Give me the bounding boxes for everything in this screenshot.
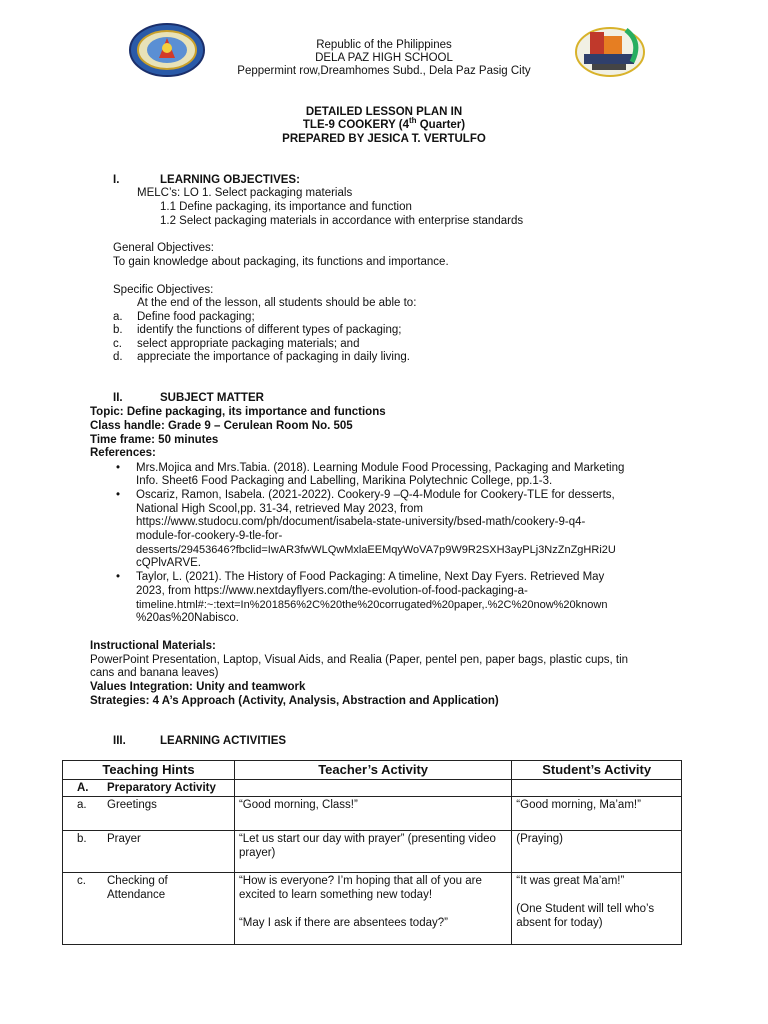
references-label: References:: [90, 447, 156, 459]
section3-heading: LEARNING ACTIVITIES: [160, 735, 287, 747]
title-line1: DETAILED LESSON PLAN IN: [305, 106, 463, 118]
section1-heading: LEARNING OBJECTIVES:: [160, 174, 300, 186]
section1-number: I.: [113, 174, 120, 186]
title-line3: PREPARED BY JESICA T. VERTULFO: [282, 133, 486, 145]
objective-text: select appropriate packaging materials; and: [137, 338, 360, 350]
general-objectives-text: To gain knowledge about packaging, its functions and importance.: [113, 256, 449, 268]
hint-cell: b. Prayer: [63, 831, 235, 873]
title-line2: TLE-9 COOKERY (4th Quarter): [302, 116, 466, 131]
table-header-row: [63, 761, 682, 780]
instructional-materials-line2: cans and banana leaves): [90, 667, 219, 679]
student-cell: “Good morning, Ma’am!”: [512, 797, 682, 831]
melc-line: MELC’s: LO 1. Select packaging materials: [137, 187, 353, 199]
table-row: [63, 873, 682, 945]
instructional-materials-label: Instructional Materials:: [90, 640, 216, 652]
objective-letter: c.: [113, 338, 122, 350]
strategies: Strategies: 4 A’s Approach (Activity, Analysis, Abstraction and Application): [90, 695, 499, 707]
bullet-icon: •: [116, 571, 121, 583]
column-header: Teacher’s Activity: [234, 761, 511, 780]
teacher-cell: “Good morning, Class!”: [234, 797, 511, 831]
student-cell: “It was great Ma’am!” (One Student will tell who’s absent for today): [512, 873, 682, 945]
section3-number: III.: [113, 735, 126, 747]
column-header: Teaching Hints: [63, 761, 235, 780]
student-cell: (Praying): [512, 831, 682, 873]
table-row: [63, 831, 682, 873]
reference-3-line: %20as%20Nabisco.: [136, 612, 239, 624]
bullet-icon: •: [116, 489, 121, 501]
teacher-cell: “Let us start our day with prayer” (presenting video prayer): [234, 831, 511, 873]
general-objectives-label: General Objectives:: [113, 242, 214, 254]
objective-letter: a.: [113, 311, 123, 323]
empty-cell: [234, 780, 511, 797]
reference-1-line: Info. Sheet6 Food Packaging and Labelling, Marikina Polytechnic College, pp.1-3.: [136, 475, 553, 487]
empty-cell: [512, 780, 682, 797]
header-republic: Republic of the Philippines: [316, 39, 452, 51]
reference-2-line: https://www.studocu.com/ph/document/isabela-state-university/bsed-math/cookery-9-q4-: [136, 516, 586, 528]
melc-sub-2: 1.2 Select packaging materials in accordance with enterprise standards: [160, 215, 524, 227]
reference-2-line: cQPlvARVE.: [136, 557, 201, 569]
reference-2-line: Oscariz, Ramon, Isabela. (2021-2022). Cookery-9 –Q-4-Module for Cookery-TLE for desserts,: [136, 489, 615, 501]
bullet-icon: •: [116, 462, 121, 474]
reference-1-line: Mrs.Mojica and Mrs.Tabia. (2018). Learning Module Food Processing, Packaging and Marketing: [136, 462, 625, 474]
reference-3-line: Taylor, L. (2021). The History of Food Packaging: A timeline, Next Day Fyers. Retrieved May: [136, 571, 605, 583]
reference-2-line: desserts/29453646?fbclid=IwAR3fwWLQwMxlaEEMqyWoVA7p9W9R2SXH3ayPLj3NzZnZgHRi2U: [136, 544, 616, 556]
learning-activities-table: [62, 760, 682, 945]
specific-objectives-intro: At the end of the lesson, all students should be able to:: [137, 297, 417, 309]
objective-text: Define food packaging;: [137, 311, 255, 323]
header-address: Peppermint row,Dreamhomes Subd., Dela Paz Pasig City: [237, 65, 531, 77]
objective-text: identify the functions of different types of packaging;: [137, 324, 402, 336]
section2-number: II.: [113, 392, 123, 404]
reference-2-line: National High Scool,pp. 31-34, retrieved May 2023, from: [136, 503, 424, 515]
reference-3-line: timeline.html#:~:text=In%201856%2C%20the%20corrugated%20paper,.%2C%20now%20known: [136, 599, 608, 611]
section2-heading: SUBJECT MATTER: [160, 392, 264, 404]
reference-2-line: module-for-cookery-9-tle-for-: [136, 530, 283, 542]
objective-letter: d.: [113, 351, 123, 363]
hint-cell: a. Greetings: [63, 797, 235, 831]
objective-letter: b.: [113, 324, 123, 336]
table-group-row: [63, 780, 682, 797]
class-handle-line: Class handle: Grade 9 – Cerulean Room No. 505: [90, 420, 353, 432]
teacher-cell: “How is everyone? I’m hoping that all of you are excited to learn something new today! “May I ask if there are absentees today?”: [234, 873, 511, 945]
instructional-materials-line1: PowerPoint Presentation, Laptop, Visual Aids, and Realia (Paper, pentel pen, paper bags, plastic cups, tin: [90, 654, 629, 666]
hint-cell: c. Checking of Attendance: [63, 873, 235, 945]
reference-3-line: 2023, from https://www.nextdayflyers.com/the-evolution-of-food-packaging-a-: [136, 585, 528, 597]
table-row: [63, 797, 682, 831]
group-cell: A. Preparatory Activity: [63, 780, 235, 797]
melc-sub-1: 1.1 Define packaging, its importance and function: [160, 201, 412, 213]
header-school-name: DELA PAZ HIGH SCHOOL: [315, 52, 453, 64]
time-frame-line: Time frame: 50 minutes: [90, 434, 219, 446]
column-header: Student’s Activity: [512, 761, 682, 780]
topic-line: Topic: Define packaging, its importance and functions: [90, 406, 386, 418]
specific-objectives-label: Specific Objectives:: [113, 284, 214, 296]
objective-text: appreciate the importance of packaging in daily living.: [137, 351, 410, 363]
values-integration: Values Integration: Unity and teamwork: [90, 681, 306, 693]
